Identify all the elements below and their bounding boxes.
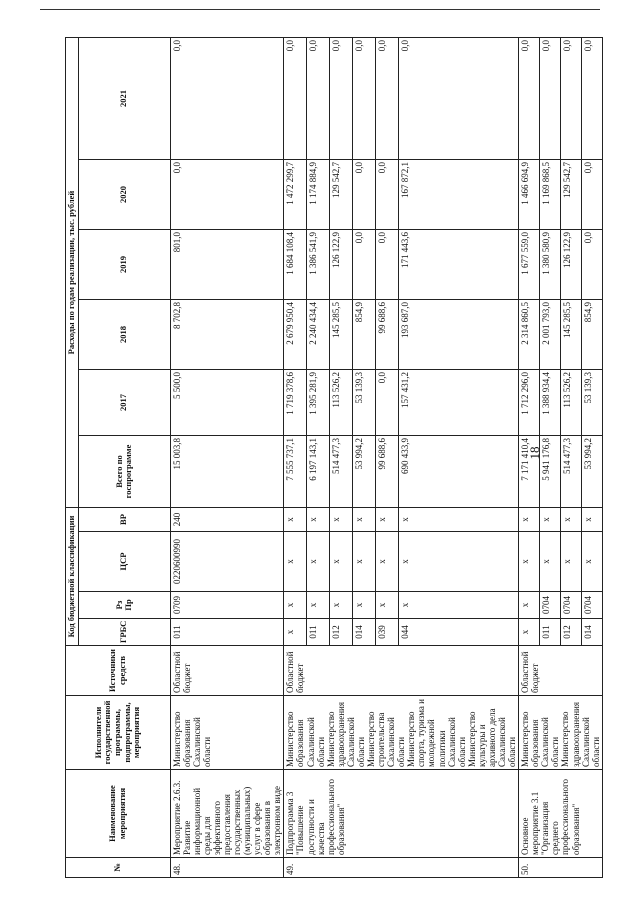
cell-2021: 0,0: [399, 38, 519, 160]
row-executor: Министерство образования Сахалинской области Министерство здравоохранения Сахалинской области: [519, 696, 603, 770]
cell-2018: 145 285,5: [560, 300, 581, 370]
cell-csr: x: [540, 532, 561, 592]
cell-grbs: 012: [330, 619, 353, 646]
header-source: Источники средств: [66, 646, 171, 696]
cell-grbs: x: [284, 619, 307, 646]
cell-2021: 0,0: [170, 38, 284, 160]
cell-vr: x: [581, 508, 602, 532]
cell-vr: x: [284, 508, 307, 532]
cell-csr: x: [353, 532, 376, 592]
cell-2020: 1 174 884,9: [307, 160, 330, 230]
page-number: 18: [527, 446, 542, 460]
cell-2019: 1 386 541,9: [307, 230, 330, 300]
row-source: Областной бюджет: [519, 646, 603, 696]
cell-vr: x: [353, 508, 376, 532]
cell-2021: 0,0: [307, 38, 330, 160]
cell-total: 15 003,8: [170, 436, 284, 508]
row-source: Областной бюджет: [170, 646, 284, 696]
cell-2020: 129 542,7: [560, 160, 581, 230]
cell-total: 690 433,9: [399, 436, 519, 508]
cell-2019: 126 122,9: [560, 230, 581, 300]
cell-grbs: 011: [540, 619, 561, 646]
cell-total: 7 171 410,4: [519, 436, 540, 508]
cell-2017: 1 712 296,0: [519, 370, 540, 436]
row-num: 50.: [519, 858, 603, 878]
cell-2020: 0,0: [353, 160, 376, 230]
row-source: Областной бюджет: [284, 646, 519, 696]
cell-grbs: 044: [399, 619, 519, 646]
cell-2019: 1 677 559,0: [519, 230, 540, 300]
cell-2018: 854,9: [581, 300, 602, 370]
cell-csr: x: [284, 532, 307, 592]
cell-2019: 1 684 108,4: [284, 230, 307, 300]
cell-rzpr: 0704: [560, 592, 581, 619]
cell-2021: 0,0: [376, 38, 399, 160]
cell-csr: x: [307, 532, 330, 592]
row-executor: Министерство образования Сахалинской области Министерство здравоохранения Сахалинской области Министерство строительства Сахалинской области Министерство спорта, туризма и молодежной политики Сахалинской области Министерство культуры и архивного дела Сахалинской области: [284, 696, 519, 770]
cell-2021: 0,0: [284, 38, 307, 160]
cell-2020: 0,0: [376, 160, 399, 230]
cell-csr: x: [399, 532, 519, 592]
cell-vr: x: [519, 508, 540, 532]
table-row: [284, 38, 307, 878]
header-csr: ЦСР: [78, 532, 170, 592]
cell-total: 6 197 143,1: [307, 436, 330, 508]
header-vr: ВР: [78, 508, 170, 532]
cell-2017: 1 719 378,6: [284, 370, 307, 436]
cell-2018: 2 314 860,5: [519, 300, 540, 370]
table-row: [170, 38, 284, 878]
cell-2021: 0,0: [560, 38, 581, 160]
cell-grbs: 014: [353, 619, 376, 646]
cell-2019: 171 443,6: [399, 230, 519, 300]
cell-2021: 0,0: [330, 38, 353, 160]
cell-csr: x: [581, 532, 602, 592]
cell-2018: 2 001 793,0: [540, 300, 561, 370]
cell-2019: 126 122,9: [330, 230, 353, 300]
row-num: 48.: [170, 858, 284, 878]
row-name: Мероприятие 2.6.3. Развитие информационной среды для эффективного предоставления государственных (муниципальных) услуг в сфере образования в электронном виде: [170, 770, 284, 858]
cell-rzpr: x: [330, 592, 353, 619]
cell-total: 53 994,2: [353, 436, 376, 508]
cell-2018: 99 688,6: [376, 300, 399, 370]
cell-grbs: 011: [307, 619, 330, 646]
cell-2020: 1 169 868,5: [540, 160, 561, 230]
header-executor: Исполнители государственной программы, подпрограммы, мероприятия: [66, 696, 171, 770]
cell-total: 99 688,6: [376, 436, 399, 508]
cell-vr: x: [399, 508, 519, 532]
cell-2021: 0,0: [540, 38, 561, 160]
cell-2019: 0,0: [581, 230, 602, 300]
cell-2017: 53 139,3: [353, 370, 376, 436]
cell-grbs: 012: [560, 619, 581, 646]
cell-2017: 1 395 281,9: [307, 370, 330, 436]
cell-grbs: 011: [170, 619, 284, 646]
cell-2019: 801,0: [170, 230, 284, 300]
row-num: 49.: [284, 858, 519, 878]
cell-2020: 0,0: [170, 160, 284, 230]
cell-2017: 1 388 934,4: [540, 370, 561, 436]
cell-total: 514 477,3: [560, 436, 581, 508]
cell-2021: 0,0: [353, 38, 376, 160]
cell-2018: 2 240 434,4: [307, 300, 330, 370]
header-2019: 2019: [78, 230, 170, 300]
cell-csr: x: [330, 532, 353, 592]
cell-rzpr: x: [376, 592, 399, 619]
cell-2018: 145 285,5: [330, 300, 353, 370]
cell-2020: 1 466 694,9: [519, 160, 540, 230]
cell-2020: 1 472 299,7: [284, 160, 307, 230]
header-total: Всего по госпрограмме: [78, 436, 170, 508]
cell-total: 53 994,2: [581, 436, 602, 508]
cell-2020: 167 872,1: [399, 160, 519, 230]
cell-csr: x: [519, 532, 540, 592]
header-name: Наименование мероприятия: [66, 770, 171, 858]
cell-rzpr: x: [307, 592, 330, 619]
cell-rzpr: 0704: [581, 592, 602, 619]
cell-2020: 0,0: [581, 160, 602, 230]
cell-vr: x: [330, 508, 353, 532]
row-name: Основное мероприятие 3.1 "Организация среднего профессионального образования": [519, 770, 603, 858]
cell-2020: 129 542,7: [330, 160, 353, 230]
cell-grbs: x: [519, 619, 540, 646]
cell-csr: x: [560, 532, 581, 592]
cell-2018: 193 687,0: [399, 300, 519, 370]
header-grbs: ГРБС: [78, 619, 170, 646]
cell-2017: 53 139,3: [581, 370, 602, 436]
cell-total: 7 555 737,1: [284, 436, 307, 508]
cell-2018: 854,9: [353, 300, 376, 370]
cell-rzpr: 0704: [540, 592, 561, 619]
cell-csr: x: [376, 532, 399, 592]
table-body: [170, 38, 602, 878]
cell-csr: 0220600990: [170, 532, 284, 592]
cell-vr: x: [540, 508, 561, 532]
cell-rzpr: 0709: [170, 592, 284, 619]
cell-vr: x: [560, 508, 581, 532]
cell-2019: 0,0: [376, 230, 399, 300]
cell-2019: 1 380 580,9: [540, 230, 561, 300]
cell-2019: 0,0: [353, 230, 376, 300]
rotated-table-container: [65, 38, 620, 878]
cell-rzpr: x: [284, 592, 307, 619]
row-executor: Министерство образования Сахалинской области: [170, 696, 284, 770]
budget-table: [65, 37, 603, 878]
cell-vr: 240: [170, 508, 284, 532]
cell-2021: 0,0: [519, 38, 540, 160]
cell-2021: 0,0: [581, 38, 602, 160]
header-rzpr: Рз Пр: [78, 592, 170, 619]
cell-rzpr: x: [353, 592, 376, 619]
cell-grbs: 014: [581, 619, 602, 646]
cell-rzpr: x: [519, 592, 540, 619]
cell-2018: 8 702,8: [170, 300, 284, 370]
cell-rzpr: x: [399, 592, 519, 619]
cell-vr: x: [307, 508, 330, 532]
cell-2017: 113 526,2: [330, 370, 353, 436]
header-2020: 2020: [78, 160, 170, 230]
scan-top-rule: [40, 9, 600, 10]
cell-vr: x: [376, 508, 399, 532]
header-code-group: Код бюджетной классификации: [66, 508, 79, 646]
row-name: Подпрограмма 3 "Повышение доступности и качества профессионального образования": [284, 770, 519, 858]
cell-grbs: 039: [376, 619, 399, 646]
cell-total: 5 941 176,8: [540, 436, 561, 508]
cell-2017: 157 431,2: [399, 370, 519, 436]
cell-2018: 2 679 950,4: [284, 300, 307, 370]
table-row: [519, 38, 540, 878]
header-num: №: [66, 858, 171, 878]
cell-2017: 0,0: [376, 370, 399, 436]
cell-2017: 5 500,0: [170, 370, 284, 436]
header-2021: 2021: [78, 38, 170, 160]
cell-total: 514 477,3: [330, 436, 353, 508]
header-2018: 2018: [78, 300, 170, 370]
header-2017: 2017: [78, 370, 170, 436]
header-expenses-group: Расходы по годам реализации, тыс. рублей: [66, 38, 79, 508]
cell-2017: 113 526,2: [560, 370, 581, 436]
